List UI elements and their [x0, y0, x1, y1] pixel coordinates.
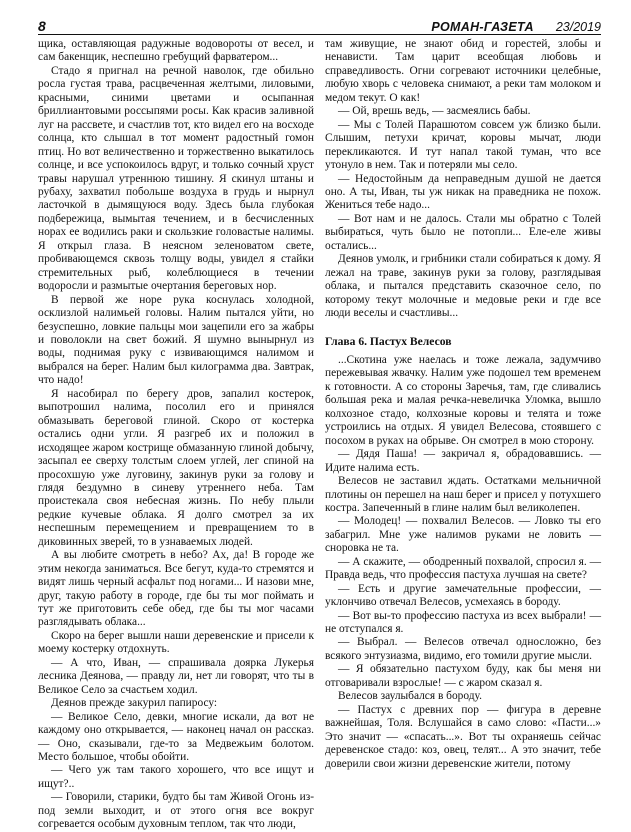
paragraph: — А что, Иван, — спрашивала доярка Лукерья лесника Деянова, — правду ли, нет ли говорят, что ты в Великое Село за счастьем ходил. — [38, 656, 314, 696]
paragraph: — Говорили, старики, будто бы там Живой Огонь из-под земли выходит, и от этого огня все вокруг согревается особым духовным теплом, так что люди, — [38, 791, 314, 831]
paragraph: — Выбрал. — Велесов отвечал односложно, без всякого энтузиазма, видимо, его томили другие мысли. — [325, 636, 601, 662]
issue-number: 23/2019 — [555, 20, 601, 34]
paragraph: А вы любите смотреть в небо? Ах, да! В городе же этим некогда заниматься. Все бегут, куда-то стремятся и видят лишь черный асфальт под ногами... И назови мне, друг, такую работу в городе, где бы ты мог поймать и тут же приготовить себе обед, где бы ты мог часами разглядывать облака... — [38, 549, 314, 629]
page-number: 8 — [38, 18, 46, 34]
paragraph: — Великое Село, девки, многие искали, да вот не каждому оно открывается, — наконец начал он рассказ. — Оно, сказывали, где-то за Медвежьим болотом. Место большое, чтобы обойти. — [38, 710, 314, 764]
paragraph: ...Скотина уже наелась и тоже лежала, задумчиво пережевывая жвачку. Налим уже подошел тем временем к готовности. А со стороны Заречья, там, где сливались большая река и малая речка-невеличка Уломка, вышло колхозное стадо, колхозные коровы и телята и тоже устроились на отдых. Я увидел Велесова, стоявшего с посохом в руках на обрыве. Он смотрел в мою сторону. — [325, 353, 601, 447]
paragraph: — А скажите, — ободренный похвалой, спросил я. — Правда ведь, что профессия пастуха лучшая на свете? — [325, 555, 601, 582]
paragraph: — Дядя Паша! — закричал я, обрадовавшись. — Идите налима есть. — [325, 448, 601, 474]
paragraph: Скоро на берег вышли наши деревенские и присели к моему костерку отдохнуть. — [38, 629, 314, 656]
paragraph: — Пастух с древних пор — фигура в деревне важнейшая, Толя. Вслушайся в само слово: «Пасти...» Это значит — «спасать...». Вот ты охраняешь сейчас деревенское стадо: коз, овец, телят... А это значит, тебе доверили свои жизни деревенские жители, потому — [325, 703, 601, 770]
right-column — [325, 38, 601, 771]
paragraph: — Молодец! — похвалил Велесов. — Ловко ты его забагрил. Мне уже налимов руками не ловить — сноровка не та. — [325, 515, 601, 555]
paragraph: там живущие, не знают обид и горестей, злобы и ненависти. Там царит всеобщая любовь и справедливость. Огни согревают источники целебные, любую хворь с человека снимают, а реки там молоком и медом текут. О как! — [325, 38, 601, 104]
paragraph: — Вот вы-то профессию пастуха из всех выбрали! — не отступался я. — [325, 609, 601, 636]
paragraph: щика, оставляющая радужные водовороты от весел, и сам бакенщик, неспешно гребущий фарватером... — [38, 38, 314, 64]
paragraph: Деянов прежде закурил папиросу: — [51, 697, 218, 710]
paragraph: — Ой, врешь ведь, — засмеялись бабы. — [338, 105, 531, 118]
paragraph: В первой же норе рука коснулась холодной, осклизлой налимьей головы. Налим пытался уйти, но безуспешно, ловкие пальцы мои зацепили его за жабры и поволокли на свет божий. Я шумно вынырнул из воды, поднимая руку с извивающимся налимом и выбрался на берег. Налим был килограмма два. Завтрак, что надо! — [38, 293, 314, 387]
paragraph: Стадо я пригнал на речной наволок, где обильно росла густая трава, расцвеченная желтыми, лиловыми, красными, синими цветами и осыпанная бриллиантовыми россыпями росы. Как красив заливной луг на рассвете, и счастлив тот, кто видел его на восходе солнца, кто слышал в тот момент радостный гомон птиц. Но вот величественно и торжественно выкатилось солнце, и все успокоилось вдруг, и только сочный хруст травы нарушал утреннюю тишину. Я скинул штаны и рубаху, захватил побольше воздуха в грудь и нырнул ласточкой в дымящуюся воду. Здесь была глубокая подбережица, вымытая течением, и в бесчисленных норах ее водились раки и скользкие головастые налимы. Я открыл глаза. В неясном зеленоватом свете, пробивающемся сквозь толщу воды, увидел я стайки стремительных рыб, колеблющиеся в течении водоросли и размытые очертания береговых нор. — [38, 64, 314, 293]
paragraph: — Чего уж там такого хорошего, что все ищут и ищут?.. — [38, 764, 314, 790]
paragraph: Деянов умолк, и грибники стали собираться к дому. Я лежал на траве, закинув руки за голову, разглядывая облака, и пытался представить сказочное село, по которому текут молочные и медовые реки и где все люди веселы и счастливы... — [325, 253, 601, 320]
page-header — [38, 14, 601, 35]
paragraph: Я насобирал по берегу дров, запалил костерок, выпотрошил налима, посолил его и принялся обмазывать береговой глиной. Скоро от костерка остались одни угли. Я разгреб их и положил в исходящее жаром кострище обмазанную глиной добычу, засыпал ее сверху толстым слоем углей, лег спиной на просохшую уже луговину, закинув руки за голову и глядя бездумно в синеву утреннего неба. Там проистекала своя небесная жизнь. По небу плыли редкие кучевые облака. Я долго смотрел за их неспешным перемещением и превращением то в диковинных зверей, то в узнаваемых людей. — [38, 387, 314, 548]
paragraph: — Вот нам и не далось. Стали мы обратно с Толей выбираться, чуть было не потопли... Еле-еле живы остались... — [325, 212, 601, 252]
paragraph: — Мы с Толей Парашютом совсем уж близко были. Слышим, петухи кричат, коровы мычат, люди перекликаются. И тут напал такой туман, что все утонуло в нем. Так и потеряли мы село. — [325, 118, 601, 172]
magazine-title: РОМАН-ГАЗЕТА — [431, 20, 534, 34]
paragraph: — Есть и другие замечательные профессии, — уклончиво отвечал Велесов, усмехаясь в бороду. — [325, 582, 601, 609]
paragraph: Велесов заулыбался в бороду. — [338, 690, 482, 703]
chapter-heading: Глава 6. Пастух Велесов — [325, 334, 452, 348]
paragraph: Велесов не заставил ждать. Остатками мельничной плотины он перешел на наш берег и присел у потухшего костра. Запеченный в глине налим был великолепен. — [325, 475, 601, 514]
left-column — [38, 38, 314, 832]
paragraph: — Я обязательно пастухом буду, как бы меня ни отговаривали взрослые! — с жаром сказал я. — [325, 663, 601, 689]
paragraph: — Недостойным да неправедным душой не дается оно. А ты, Иван, ты уж никак на праведника не похож. Жениться тебе надо... — [325, 172, 601, 212]
